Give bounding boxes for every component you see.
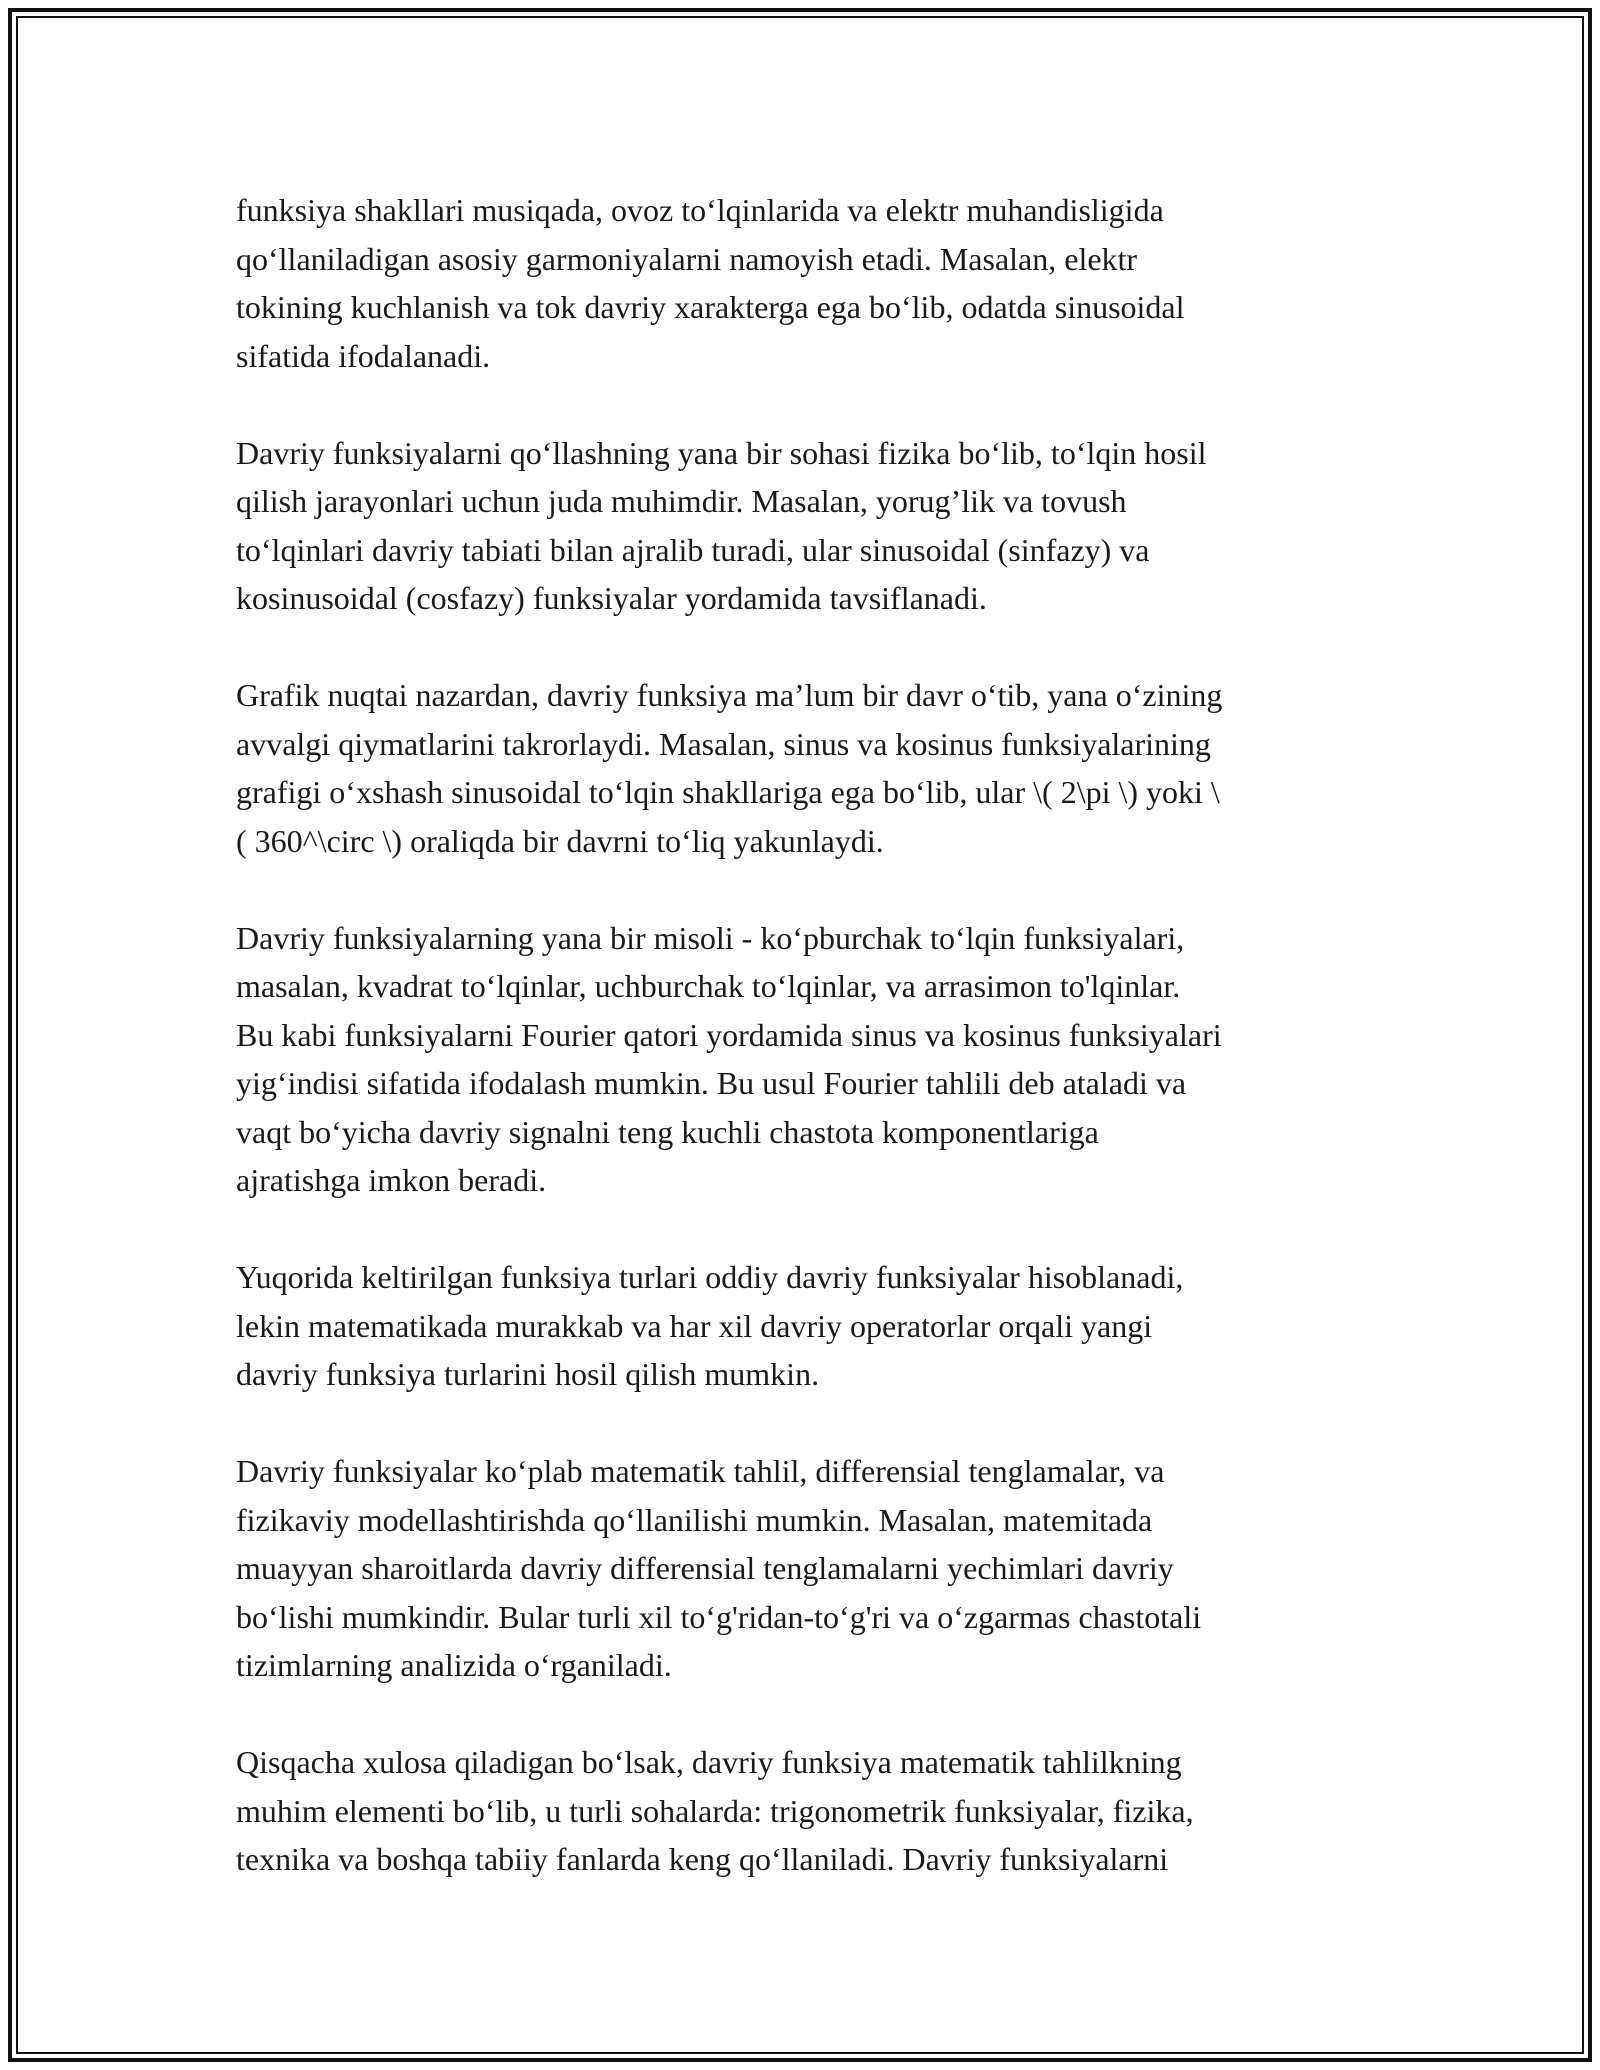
text-line: tokining kuchlanish va tok davriy xarakterga ega bo‘lib, odatda sinusoidal <box>236 289 1185 325</box>
text-line: to‘lqinlari davriy tabiati bilan ajralib turadi, ular sinusoidal (sinfazy) va <box>236 531 1150 568</box>
paragraph-2 <box>236 429 1366 623</box>
text-line: funksiya shakllari musiqada, ovoz to‘lqinlarida va elektr muhandisligida <box>236 192 1164 228</box>
text-line: Grafik nuqtai nazardan, davriy funksiya ma’lum bir davr o‘tib, yana o‘zining <box>236 677 1223 713</box>
text-line: tizimlarning analizida o‘rganiladi. <box>236 1647 672 1683</box>
text-line: sifatida ifodalanadi. <box>236 337 491 374</box>
text-line: yig‘indisi sifatida ifodalash mumkin. Bu usul Fourier tahlili deb ataladi va <box>236 1065 1187 1101</box>
text-line: ( 360^\circ \) oraliqda bir davrni to‘liq yakunlaydi. <box>236 822 884 859</box>
paragraph-1 <box>236 186 1366 380</box>
text-line: muayyan sharoitlarda davriy differensial tenglamalarni yechimlari davriy <box>236 1550 1174 1586</box>
text-line: Davriy funksiyalar ko‘plab matematik tahlil, differensial tenglamalar, va <box>236 1453 1165 1489</box>
text-line: texnika va boshqa tabiiy fanlarda keng qo‘llaniladi. Davriy funksiyalarni <box>236 1841 1169 1877</box>
text-line: muhim elementi bo‘lib, u turli sohalarda: trigonometrik funksiyalar, fizika, <box>236 1792 1194 1829</box>
text-line: Qisqacha xulosa qiladigan bo‘lsak, davriy funksiya matematik tahlilkning <box>236 1744 1182 1780</box>
page-body <box>236 186 1366 1932</box>
paragraph-7 <box>236 1738 1366 1884</box>
text-line: qo‘llaniladigan asosiy garmoniyalarni namoyish etadi. Masalan, elektr <box>236 240 1138 277</box>
paragraph-4 <box>236 914 1366 1205</box>
text-line: Bu kabi funksiyalarni Fourier qatori yordamida sinus va kosinus funksiyalari <box>236 1016 1222 1053</box>
text-line: qilish jarayonlari uchun juda muhimdir. Masalan, yorug’lik va tovush <box>236 483 1127 519</box>
text-line: grafigi o‘xshash sinusoidal to‘lqin shakllariga ega bo‘lib, ular \( 2\pi \) yoki \ <box>236 774 1220 810</box>
text-line: lekin matematikada murakkab va har xil davriy operatorlar orqali yangi <box>236 1307 1153 1344</box>
text-line: Davriy funksiyalarning yana bir misoli - ko‘pburchak to‘lqin funksiyalari, <box>236 919 1185 956</box>
text-line: kosinusoidal (cosfazy) funksiyalar yordamida tavsiflanadi. <box>236 580 987 616</box>
text-line: masalan, kvadrat to‘lqinlar, uchburchak to‘lqinlar, va arrasimon to'lqinlar. <box>236 968 1181 1004</box>
text-line: Yuqorida keltirilgan funksiya turlari oddiy davriy funksiyalar hisoblanadi, <box>236 1259 1184 1295</box>
text-line: davriy funksiya turlarini hosil qilish mumkin. <box>236 1356 820 1392</box>
paragraph-6 <box>236 1447 1366 1690</box>
text-line: fizikaviy modellashtirishda qo‘llanilishi mumkin. Masalan, matemitada <box>236 1501 1153 1538</box>
text-line: ajratishga imkon beradi. <box>236 1162 547 1198</box>
text-line: vaqt bo‘yicha davriy signalni teng kuchli chastota komponentlariga <box>236 1113 1099 1150</box>
text-line: avvalgi qiymatlarini takrorlaydi. Masalan, sinus va kosinus funksiyalarining <box>236 725 1211 762</box>
paragraph-3 <box>236 671 1366 865</box>
text-line: bo‘lishi mumkindir. Bular turli xil to‘g'ridan-to‘g'ri va o‘zgarmas chastotali <box>236 1598 1202 1635</box>
text-line: Davriy funksiyalarni qo‘llashning yana bir sohasi fizika bo‘lib, to‘lqin hosil <box>236 434 1207 471</box>
paragraph-5 <box>236 1253 1366 1399</box>
